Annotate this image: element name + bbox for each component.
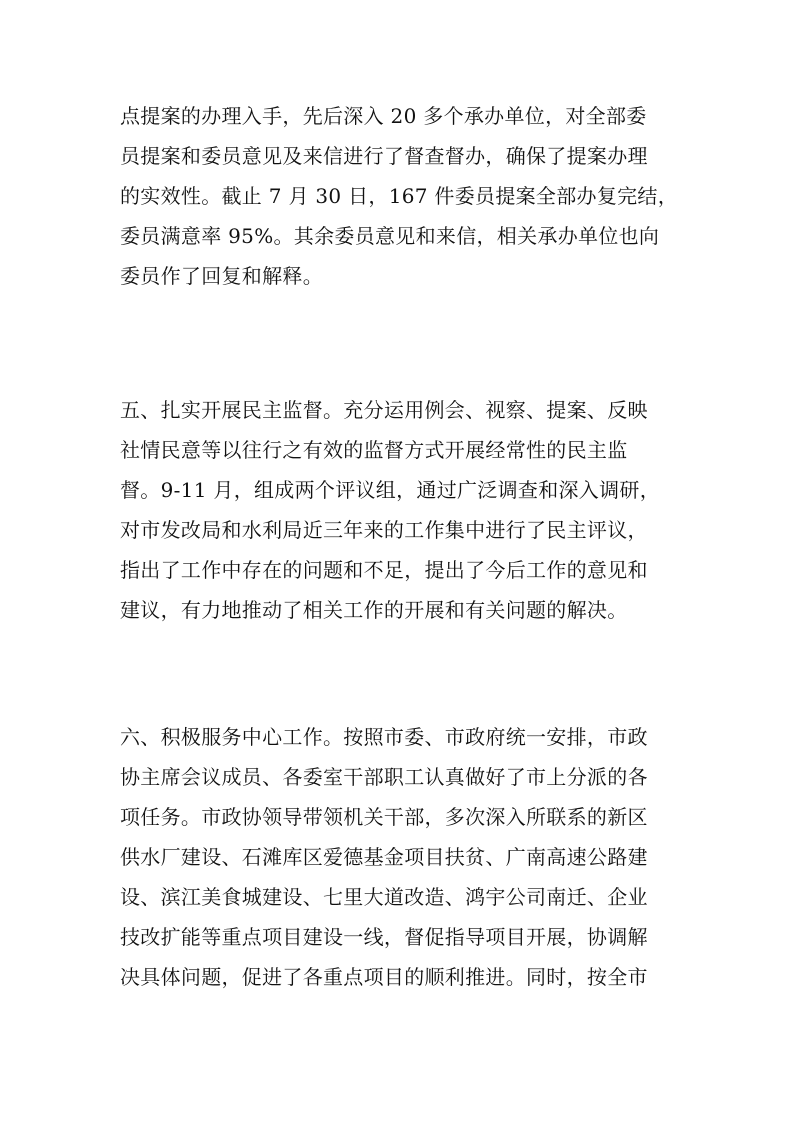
- text-line: 员提案和委员意见及来信进行了督查督办，确保了提案办理: [120, 144, 648, 168]
- text-line: 协主席会议成员、各委室干部职工认真做好了市上分派的各: [120, 765, 648, 789]
- text-line: 技改扩能等重点项目建设一线，督促指导项目开展，协调解: [120, 925, 648, 949]
- text-line: 督。9-11 月，组成两个评议组，通过广泛调查和深入调研，: [120, 478, 660, 502]
- text-line: 建议，有力地推动了相关工作的开展和有关问题的解决。: [120, 598, 628, 622]
- text-line: 点提案的办理入手，先后深入 20 多个承办单位，对全部委: [120, 104, 647, 128]
- paragraph-central-work-service: [120, 717, 680, 997]
- text-line: 的实效性。截止 7 月 30 日，167 件委员提案全部办复完结，: [120, 184, 679, 208]
- paragraph-democratic-supervision: [120, 390, 680, 630]
- text-line: 五、扎实开展民主监督。充分运用例会、视察、提案、反映: [120, 398, 648, 422]
- text-line: 指出了工作中存在的问题和不足，提出了今后工作的意见和: [120, 558, 648, 582]
- paragraph-proposal-handling: [120, 96, 680, 296]
- text-line: 委员作了回复和解释。: [120, 264, 323, 288]
- text-line: 对市发改局和水利局近三年来的工作集中进行了民主评议，: [120, 518, 648, 542]
- text-line: 供水厂建设、石滩库区爱德基金项目扶贫、广南高速公路建: [120, 845, 648, 869]
- text-line: 六、积极服务中心工作。按照市委、市政府统一安排，市政: [120, 725, 648, 749]
- text-line: 设、滨江美食城建设、七里大道改造、鸿宇公司南迁、企业: [120, 885, 648, 909]
- text-line: 项任务。市政协领导带领机关干部，多次深入所联系的新区: [120, 805, 648, 829]
- text-line: 委员满意率 95%。其余委员意见和来信，相关承办单位也向: [120, 224, 660, 248]
- text-line: 社情民意等以往行之有效的监督方式开展经常性的民主监: [120, 438, 628, 462]
- text-line: 决具体问题，促进了各重点项目的顺利推进。同时，按全市: [120, 965, 648, 989]
